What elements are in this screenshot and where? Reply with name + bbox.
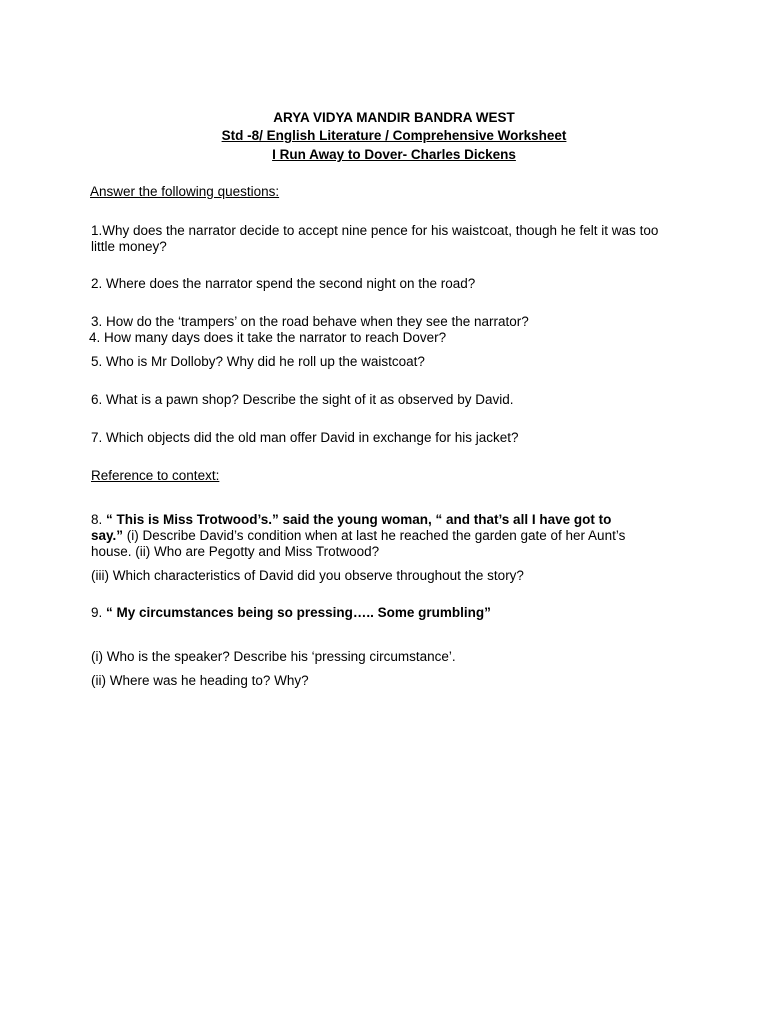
answer-questions-heading: Answer the following questions: <box>90 184 280 199</box>
question-9 <box>91 605 491 621</box>
chapter-title: I Run Away to Dover- Charles Dickens <box>272 147 516 162</box>
question-8-part-ii: house. (ii) Who are Pegotty and Miss Trotwood? <box>91 544 380 559</box>
question-8-part-iii: (iii) Which characteristics of David did you observe throughout the story? <box>91 568 524 583</box>
question-9-quote: “ My circumstances being so pressing….. Some grumbling” <box>106 605 491 620</box>
question-8-line-1 <box>91 512 611 528</box>
question-8-number: 8. <box>91 512 107 527</box>
question-1-line-1: 1.Why does the narrator decide to accept nine pence for his waistcoat, though he felt it was too <box>91 223 659 238</box>
reference-to-context-heading: Reference to context: <box>91 468 220 483</box>
question-4: 4. How many days does it take the narrator to reach Dover? <box>89 330 447 345</box>
question-1-line-2: little money? <box>91 239 167 254</box>
question-8-line-2 <box>91 528 625 544</box>
question-9-part-i: (i) Who is the speaker? Describe his ‘pressing circumstance’. <box>91 649 456 664</box>
school-name: ARYA VIDYA MANDIR BANDRA WEST <box>273 110 515 125</box>
question-9-number: 9. <box>91 605 107 620</box>
question-7: 7. Which objects did the old man offer David in exchange for his jacket? <box>91 430 519 445</box>
question-8-quote-end: say.” <box>91 528 124 543</box>
question-8-quote: “ This is Miss Trotwood’s.” said the young woman, “ and that’s all I have got to <box>106 512 612 527</box>
question-5: 5. Who is Mr Dolloby? Why did he roll up the waistcoat? <box>91 354 425 369</box>
question-3: 3. How do the ‘trampers’ on the road behave when they see the narrator? <box>91 314 529 329</box>
worksheet-title: Std -8/ English Literature / Comprehensive Worksheet <box>221 128 567 143</box>
question-2: 2. Where does the narrator spend the second night on the road? <box>91 276 476 291</box>
question-6: 6. What is a pawn shop? Describe the sight of it as observed by David. <box>91 392 514 407</box>
question-8-part-i: (i) Describe David’s condition when at last he reached the garden gate of her Aunt’s <box>123 528 626 543</box>
question-9-part-ii: (ii) Where was he heading to? Why? <box>91 673 309 688</box>
